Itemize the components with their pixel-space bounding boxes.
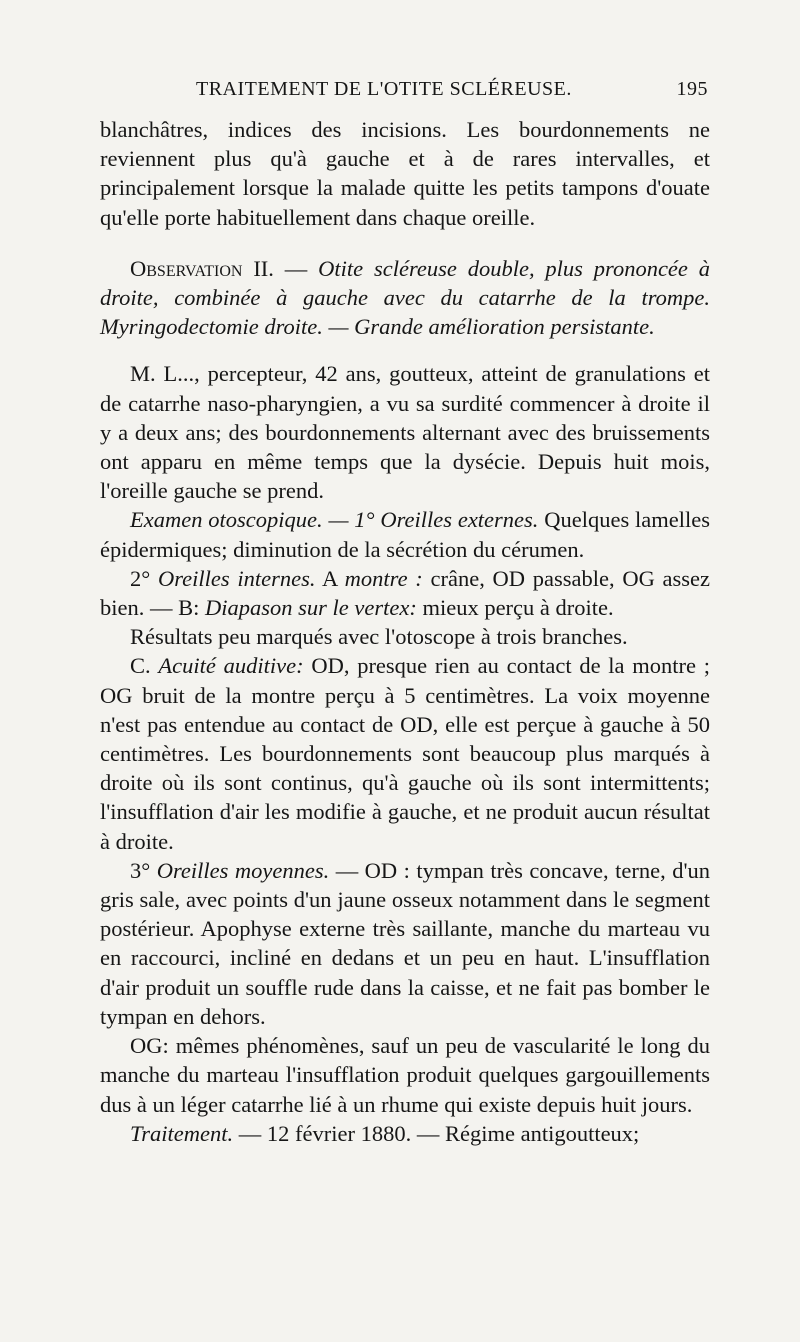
page-body [100, 115, 710, 1148]
paragraph-middle-ears [100, 856, 710, 1031]
running-header [100, 78, 710, 106]
observation-title: Otite scléreuse double, plus prononcée à droite, combinée à gauche avec du catarrhe de la trompe. Myringodectomie droite. — Grande amélioration persistante. [100, 255, 711, 340]
label-oreilles-externes: 1° Oreilles externes. [354, 507, 539, 533]
text-oreilles-externes: Quelques lamelles épidermiques; diminution de la sécrétion du cérumen. [100, 507, 711, 562]
text-a: A [321, 565, 337, 591]
text-oreilles-moyennes: — OD : tympan très concave, terne, d'un gris sale, avec points d'un jaune osseux notamment dans le segment postérieur. Apophyse externe très saillante, manche du marteau vu en raccourci, incliné en dedans et un peu en haut. L'insufflation d'air produit un souffle rude dans la caisse, et ne fait pas bomber le tympan en dehors. [100, 857, 711, 1029]
paragraph-inner-ears [100, 564, 710, 622]
paragraph-hearing-acuity [100, 651, 710, 855]
page-number: 195 [676, 78, 708, 100]
paragraph-continued: blanchâtres, indices des incisions. Les bourdonnements ne reviennent plus qu'à gauche et à de rares intervalles, et principalement lorsque la malade quitte les petits tampons d'ouate qu'elle porte habituellement dans chaque oreille. [100, 117, 710, 230]
num-2: 2° [130, 565, 151, 591]
label-oreilles-moyennes: Oreilles moyennes. [156, 857, 330, 883]
text-traitement: — 12 février 1880. — Régime antigoutteux; [238, 1120, 640, 1146]
label-examen: Examen otoscopique. — [130, 507, 349, 533]
paragraph-treatment [100, 1119, 710, 1148]
label-acuite-auditive: Acuité auditive: [158, 653, 304, 679]
observation-heading [100, 254, 710, 342]
label-traitement: Traitement. [130, 1120, 234, 1146]
paragraph-results: Résultats peu marqués avec l'otoscope à trois branches. [130, 624, 628, 650]
text-crane: crâne, OD passable, OG assez bien. — B: [100, 565, 711, 621]
running-title: TRAITEMENT DE L'OTITE SCLÉREUSE. [196, 78, 572, 100]
label-diapason: Diapason sur le vertex: [205, 595, 417, 621]
paragraph-otoscopic-exam [100, 505, 710, 563]
paragraph-patient-history: M. L..., percepteur, 42 ans, goutteux, atteint de granulations et de catarrhe naso-pharyngien, a vu sa surdité commencer à droite il y a deux ans; des bourdonnements alternant avec des bruissements ont apparu en même temps que la dysécie. Depuis huit mois, l'oreille gauche se prend. [100, 361, 710, 504]
text-diapason: mieux perçu à droite. [422, 595, 614, 621]
paragraph-og: OG: mêmes phénomènes, sauf un peu de vascularité le long du manche du marteau l'insufflation produit quelques gargouillements dus à un léger catarrhe lié à un rhume qui existe depuis huit jours. [100, 1033, 710, 1117]
label-montre: montre : [344, 565, 423, 591]
label-c: C. [130, 653, 151, 679]
label-oreilles-internes: Oreilles internes. [157, 565, 316, 591]
observation-label: Observation II. — [130, 255, 308, 281]
num-3: 3° [130, 857, 151, 883]
text-acuite: OD, presque rien au contact de la montre ; OG bruit de la montre perçu à 5 centimètres. La voix moyenne n'est pas entendue au contact de OD, elle est perçue à gauche à 50 centimètres. Les bourdonnements sont beaucoup plus marqués à droite où ils sont continus, qu'à gauche où ils sont intermittents; l'insufflation d'air les modifie à gauche, et ne produit aucun résultat à droite. [100, 653, 711, 854]
